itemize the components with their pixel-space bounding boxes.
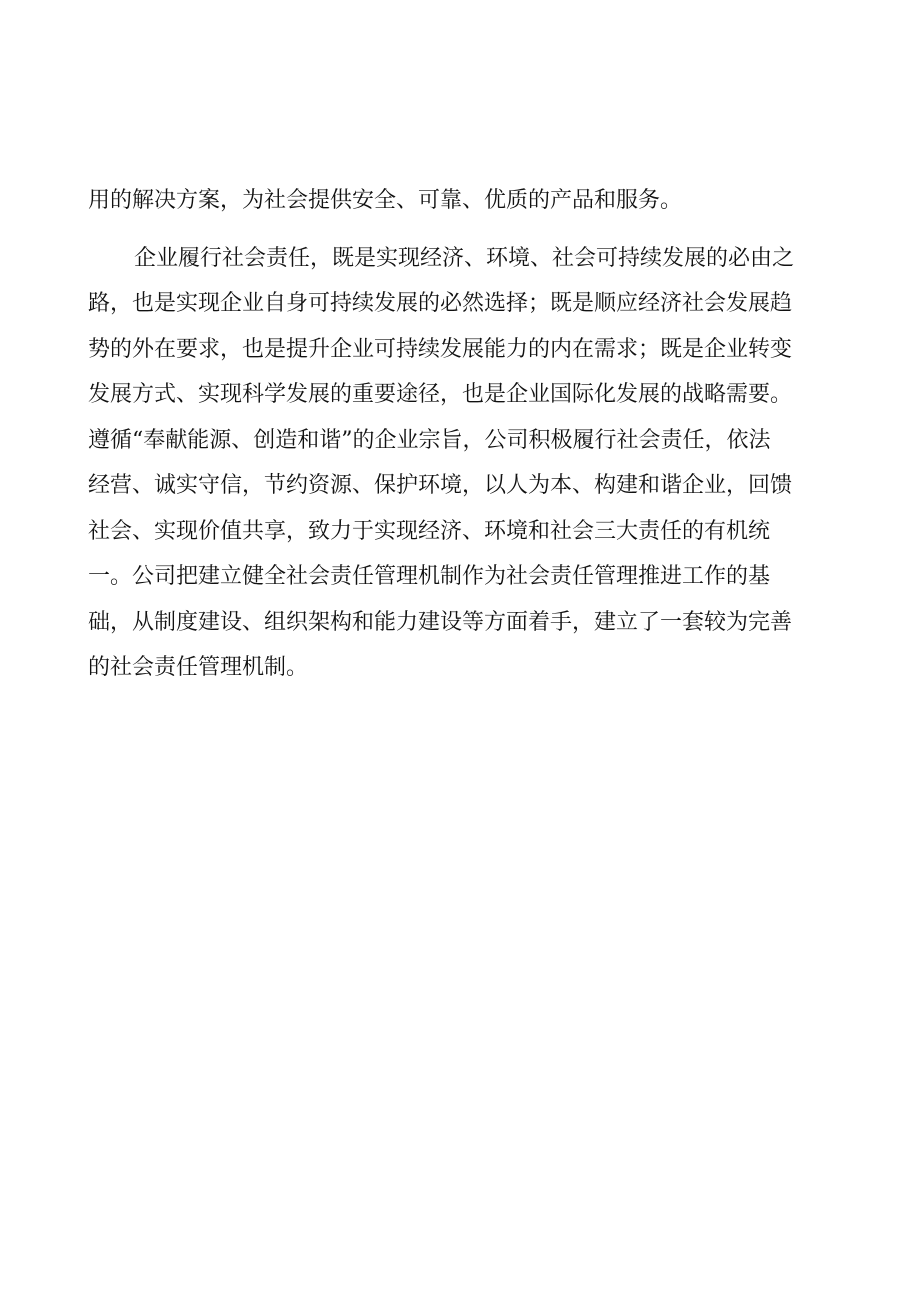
paragraph-2-line-4: 发展方式、实现科学发展的重要途径，也是企业国际化发展的战略需要。 (88, 382, 793, 407)
paragraph-2-line-10: 的社会责任管理机制。 (88, 655, 309, 680)
paragraph-1-line-1: 用的解决方案，为社会提供安全、可靠、优质的产品和服务。 (88, 188, 683, 213)
document-body (88, 178, 833, 691)
paragraph-2-line-6: 经营、诚实守信，节约资源、保护环境，以人为本、构建和谐企业，回馈 (88, 473, 793, 498)
paragraph-2-line-8: 一。公司把建立健全社会责任管理机制作为社会责任管理推进工作的基 (88, 564, 771, 589)
paragraph-2-line-3: 势的外在要求，也是提升企业可持续发展能力的内在需求；既是企业转变 (88, 336, 793, 362)
paragraph-2-line-7: 社会、实现价值共享，致力于实现经济、环境和社会三大责任的有机统 (88, 518, 771, 544)
paragraph-2-line-2: 路，也是实现企业自身可持续发展的必然选择；既是顺应经济社会发展趋 (88, 291, 793, 316)
paragraph-2-line-1: 企业履行社会责任，既是实现经济、环境、社会可持续发展的必由之 (134, 245, 795, 271)
paragraph-2-line-5: 遵循“奉献能源、创造和谐”的企业宗旨，公司积极履行社会责任，依法 (88, 427, 771, 453)
paragraph-2-line-9: 础，从制度建设、组织架构和能力建设等方面着手，建立了一套较为完善 (88, 609, 793, 635)
